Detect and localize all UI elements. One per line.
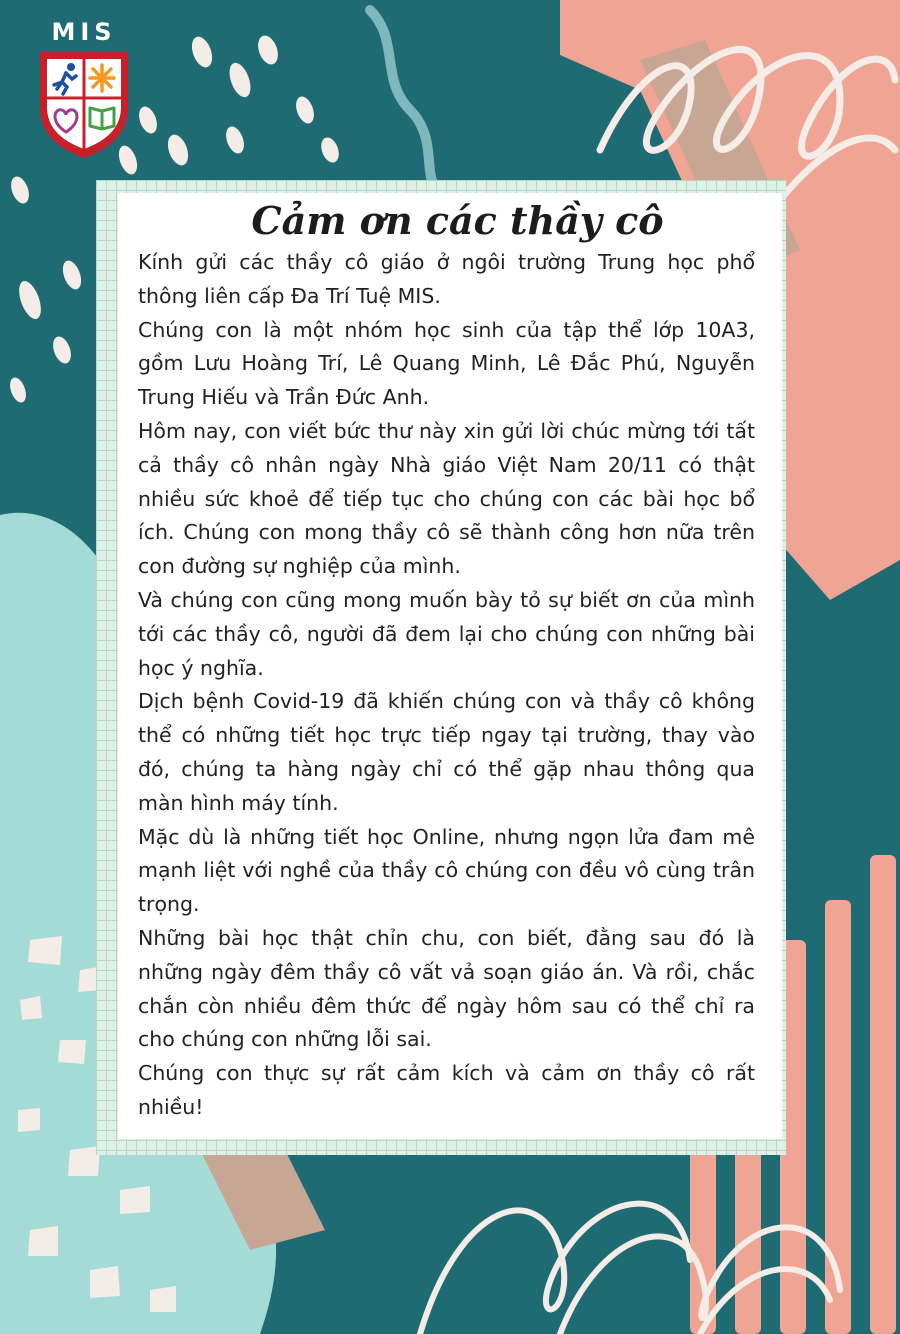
letter-paragraph: Hôm nay, con viết bức thư này xin gửi lời chúc mừng tới tất cả thầy cô nhân ngày Nhà giáo Việt Nam 20/11 có thật nhiều sức khoẻ để tiếp tục cho chúng con các bài học bổ ích. Chúng con mong thầy cô sẽ thành công hơn nữa trên con đường sự nghiệp của mình. xyxy=(138,418,755,579)
school-logo xyxy=(34,18,134,163)
letter-paragraph: Và chúng con cũng mong muốn bày tỏ sự biết ơn của mình tới các thầy cô, người đã đem lại cho chúng con những bài học ý nghĩa. xyxy=(138,587,755,680)
logo-text: MIS xyxy=(51,18,117,46)
asterisk-icon xyxy=(90,65,114,91)
letter-paragraph: Những bài học thật chỉn chu, con biết, đằng sau đó là những ngày đêm thầy cô vất vả soạn giáo án. Và rồi, chắc chắn còn nhiều đêm thức để ngày hôm sau có thể chỉ ra cho chúng con những lỗi sai. xyxy=(138,925,755,1052)
letter-content xyxy=(138,196,755,1125)
letter-paragraph: Mặc dù là những tiết học Online, nhưng ngọn lửa đam mê mạnh liệt với nghề của thầy cô chúng con đều vô cùng trân trọng. xyxy=(138,824,755,917)
letter-paragraph: Dịch bệnh Covid-19 đã khiến chúng con và thầy cô không thể có những tiết học trực tiếp ngay tại trường, thay vào đó, chúng ta hàng ngày chỉ có thể gặp nhau thông qua màn hình máy tính. xyxy=(138,689,755,815)
letter-paragraph: Chúng con là một nhóm học sinh của tập thể lớp 10A3, gồm Lưu Hoàng Trí, Lê Quang Minh, Lê Đắc Phú, Nguyễn Trung Hiếu và Trần Đức Anh. xyxy=(138,317,755,410)
letter-title: Cảm ơn các thầy cô xyxy=(251,198,664,243)
letter-paragraph: Chúng con thực sự rất cảm kích và cảm ơn thầy cô rất nhiều! xyxy=(138,1061,755,1119)
shield-crest xyxy=(36,48,132,160)
letter-paragraph: Kính gửi các thầy cô giáo ở ngôi trường Trung học phổ thông liên cấp Đa Trí Tuệ MIS. xyxy=(138,250,755,308)
